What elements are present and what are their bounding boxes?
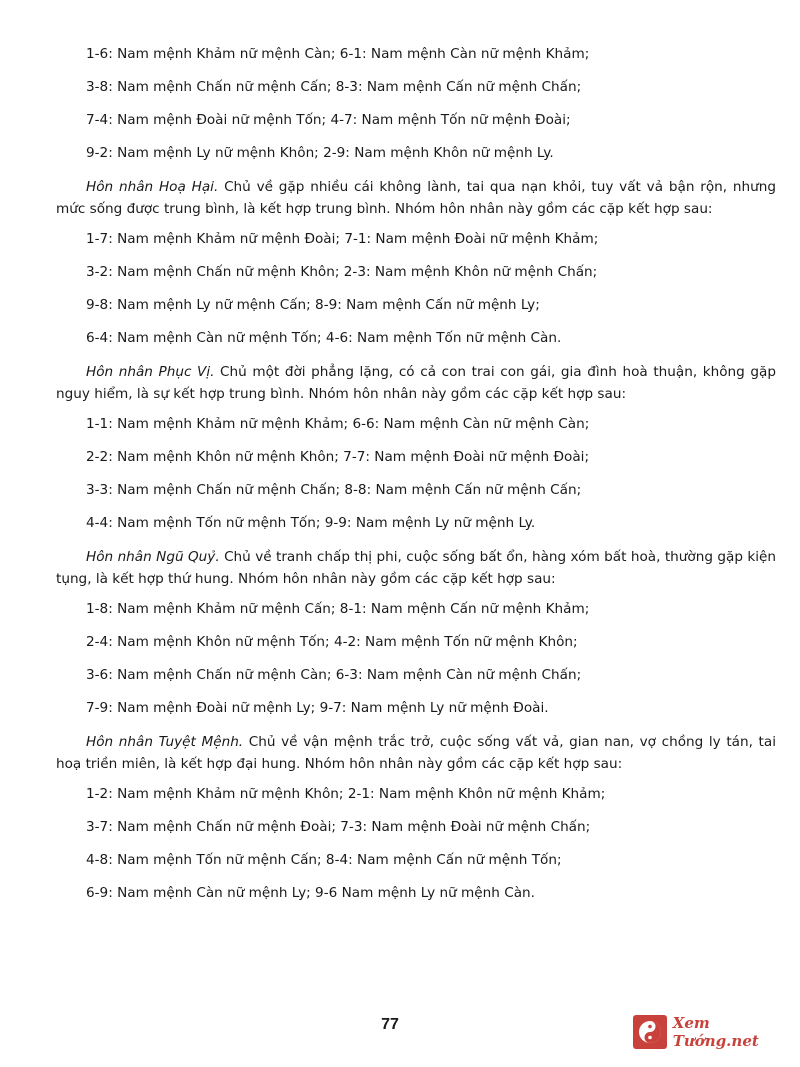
combination-line: 9-2: Nam mệnh Ly nữ mệnh Khôn; 2-9: Nam mệnh Khôn nữ mệnh Ly. bbox=[86, 145, 554, 161]
combination-line: 1-1: Nam mệnh Khảm nữ mệnh Khảm; 6-6: Nam mệnh Càn nữ mệnh Càn; bbox=[86, 416, 590, 432]
watermark-text: Xem Tướng.net bbox=[672, 1014, 759, 1050]
combination-line: 6-4: Nam mệnh Càn nữ mệnh Tốn; 4-6: Nam mệnh Tốn nữ mệnh Càn. bbox=[86, 330, 562, 346]
watermark bbox=[633, 1014, 800, 1050]
section-description: Chủ về tranh chấp thị phi, cuộc sống bất ổn, hàng xóm bất hoà, thường gặp kiện tụng, là kết hợp thứ hung. Nhóm hôn nhân này gồm các cặp kết hợp sau: bbox=[56, 549, 776, 587]
combination-line: 2-2: Nam mệnh Khôn nữ mệnh Khôn; 7-7: Nam mệnh Đoài nữ mệnh Đoài; bbox=[86, 449, 590, 465]
combination-line: 7-9: Nam mệnh Đoài nữ mệnh Ly; 9-7: Nam mệnh Ly nữ mệnh Đoài. bbox=[86, 700, 549, 716]
section-paragraph bbox=[56, 361, 776, 405]
combination-line: 4-4: Nam mệnh Tốn nữ mệnh Tốn; 9-9: Nam mệnh Ly nữ mệnh Ly. bbox=[86, 515, 536, 531]
section-paragraph bbox=[56, 731, 776, 775]
section-heading: Hôn nhân Phục Vị. bbox=[86, 364, 215, 380]
combination-line: 1-6: Nam mệnh Khảm nữ mệnh Càn; 6-1: Nam mệnh Càn nữ mệnh Khảm; bbox=[86, 46, 590, 62]
section-heading: Hôn nhân Ngũ Quỷ. bbox=[86, 549, 220, 565]
combination-line: 3-8: Nam mệnh Chấn nữ mệnh Cấn; 8-3: Nam mệnh Cấn nữ mệnh Chấn; bbox=[86, 79, 582, 95]
combination-line: 3-6: Nam mệnh Chấn nữ mệnh Càn; 6-3: Nam mệnh Càn nữ mệnh Chấn; bbox=[86, 667, 582, 683]
document-body bbox=[56, 44, 776, 916]
section-heading: Hôn nhân Hoạ Hại. bbox=[86, 179, 219, 195]
section-paragraph bbox=[56, 546, 776, 590]
section-heading: Hôn nhân Tuyệt Mệnh. bbox=[86, 734, 244, 750]
combination-line: 1-7: Nam mệnh Khảm nữ mệnh Đoài; 7-1: Nam mệnh Đoài nữ mệnh Khảm; bbox=[86, 231, 599, 247]
yin-yang-icon bbox=[633, 1015, 667, 1049]
combination-line: 3-2: Nam mệnh Chấn nữ mệnh Khôn; 2-3: Nam mệnh Khôn nữ mệnh Chấn; bbox=[86, 264, 598, 280]
combination-line: 9-8: Nam mệnh Ly nữ mệnh Cấn; 8-9: Nam mệnh Cấn nữ mệnh Ly; bbox=[86, 297, 540, 313]
section-paragraph bbox=[56, 176, 776, 220]
combination-line: 3-7: Nam mệnh Chấn nữ mệnh Đoài; 7-3: Nam mệnh Đoài nữ mệnh Chấn; bbox=[86, 819, 591, 835]
combination-line: 4-8: Nam mệnh Tốn nữ mệnh Cấn; 8-4: Nam mệnh Cấn nữ mệnh Tốn; bbox=[86, 852, 562, 868]
combination-line: 1-2: Nam mệnh Khảm nữ mệnh Khôn; 2-1: Nam mệnh Khôn nữ mệnh Khảm; bbox=[86, 786, 606, 802]
combination-line: 7-4: Nam mệnh Đoài nữ mệnh Tốn; 4-7: Nam mệnh Tốn nữ mệnh Đoài; bbox=[86, 112, 571, 128]
page-number: 77 bbox=[381, 1016, 399, 1033]
section-description: Chủ về vận mệnh trắc trở, cuộc sống vất vả, gian nan, vợ chồng ly tán, tai hoạ triền miên, là kết hợp đại hung. Nhóm hôn nhân này gồm các cặp kết hợp sau: bbox=[56, 734, 776, 772]
combination-line: 2-4: Nam mệnh Khôn nữ mệnh Tốn; 4-2: Nam mệnh Tốn nữ mệnh Khôn; bbox=[86, 634, 578, 650]
combination-line: 3-3: Nam mệnh Chấn nữ mệnh Chấn; 8-8: Nam mệnh Cấn nữ mệnh Cấn; bbox=[86, 482, 582, 498]
combination-line: 6-9: Nam mệnh Càn nữ mệnh Ly; 9-6 Nam mệnh Ly nữ mệnh Càn. bbox=[86, 885, 535, 901]
section-description: Chủ về gặp nhiều cái không lành, tai qua nạn khỏi, tuy vất vả bận rộn, nhưng mức sống được trung bình, là kết hợp trung bình. Nhóm hôn nhân này gồm các cặp kết hợp sau: bbox=[56, 179, 776, 217]
combination-line: 1-8: Nam mệnh Khảm nữ mệnh Cấn; 8-1: Nam mệnh Cấn nữ mệnh Khảm; bbox=[86, 601, 590, 617]
section-description: Chủ một đời phẳng lặng, có cả con trai con gái, gia đình hoà thuận, không gặp nguy hiểm, là sự kết hợp trung bình. Nhóm hôn nhân này gồm các cặp kết hợp sau: bbox=[56, 364, 776, 402]
